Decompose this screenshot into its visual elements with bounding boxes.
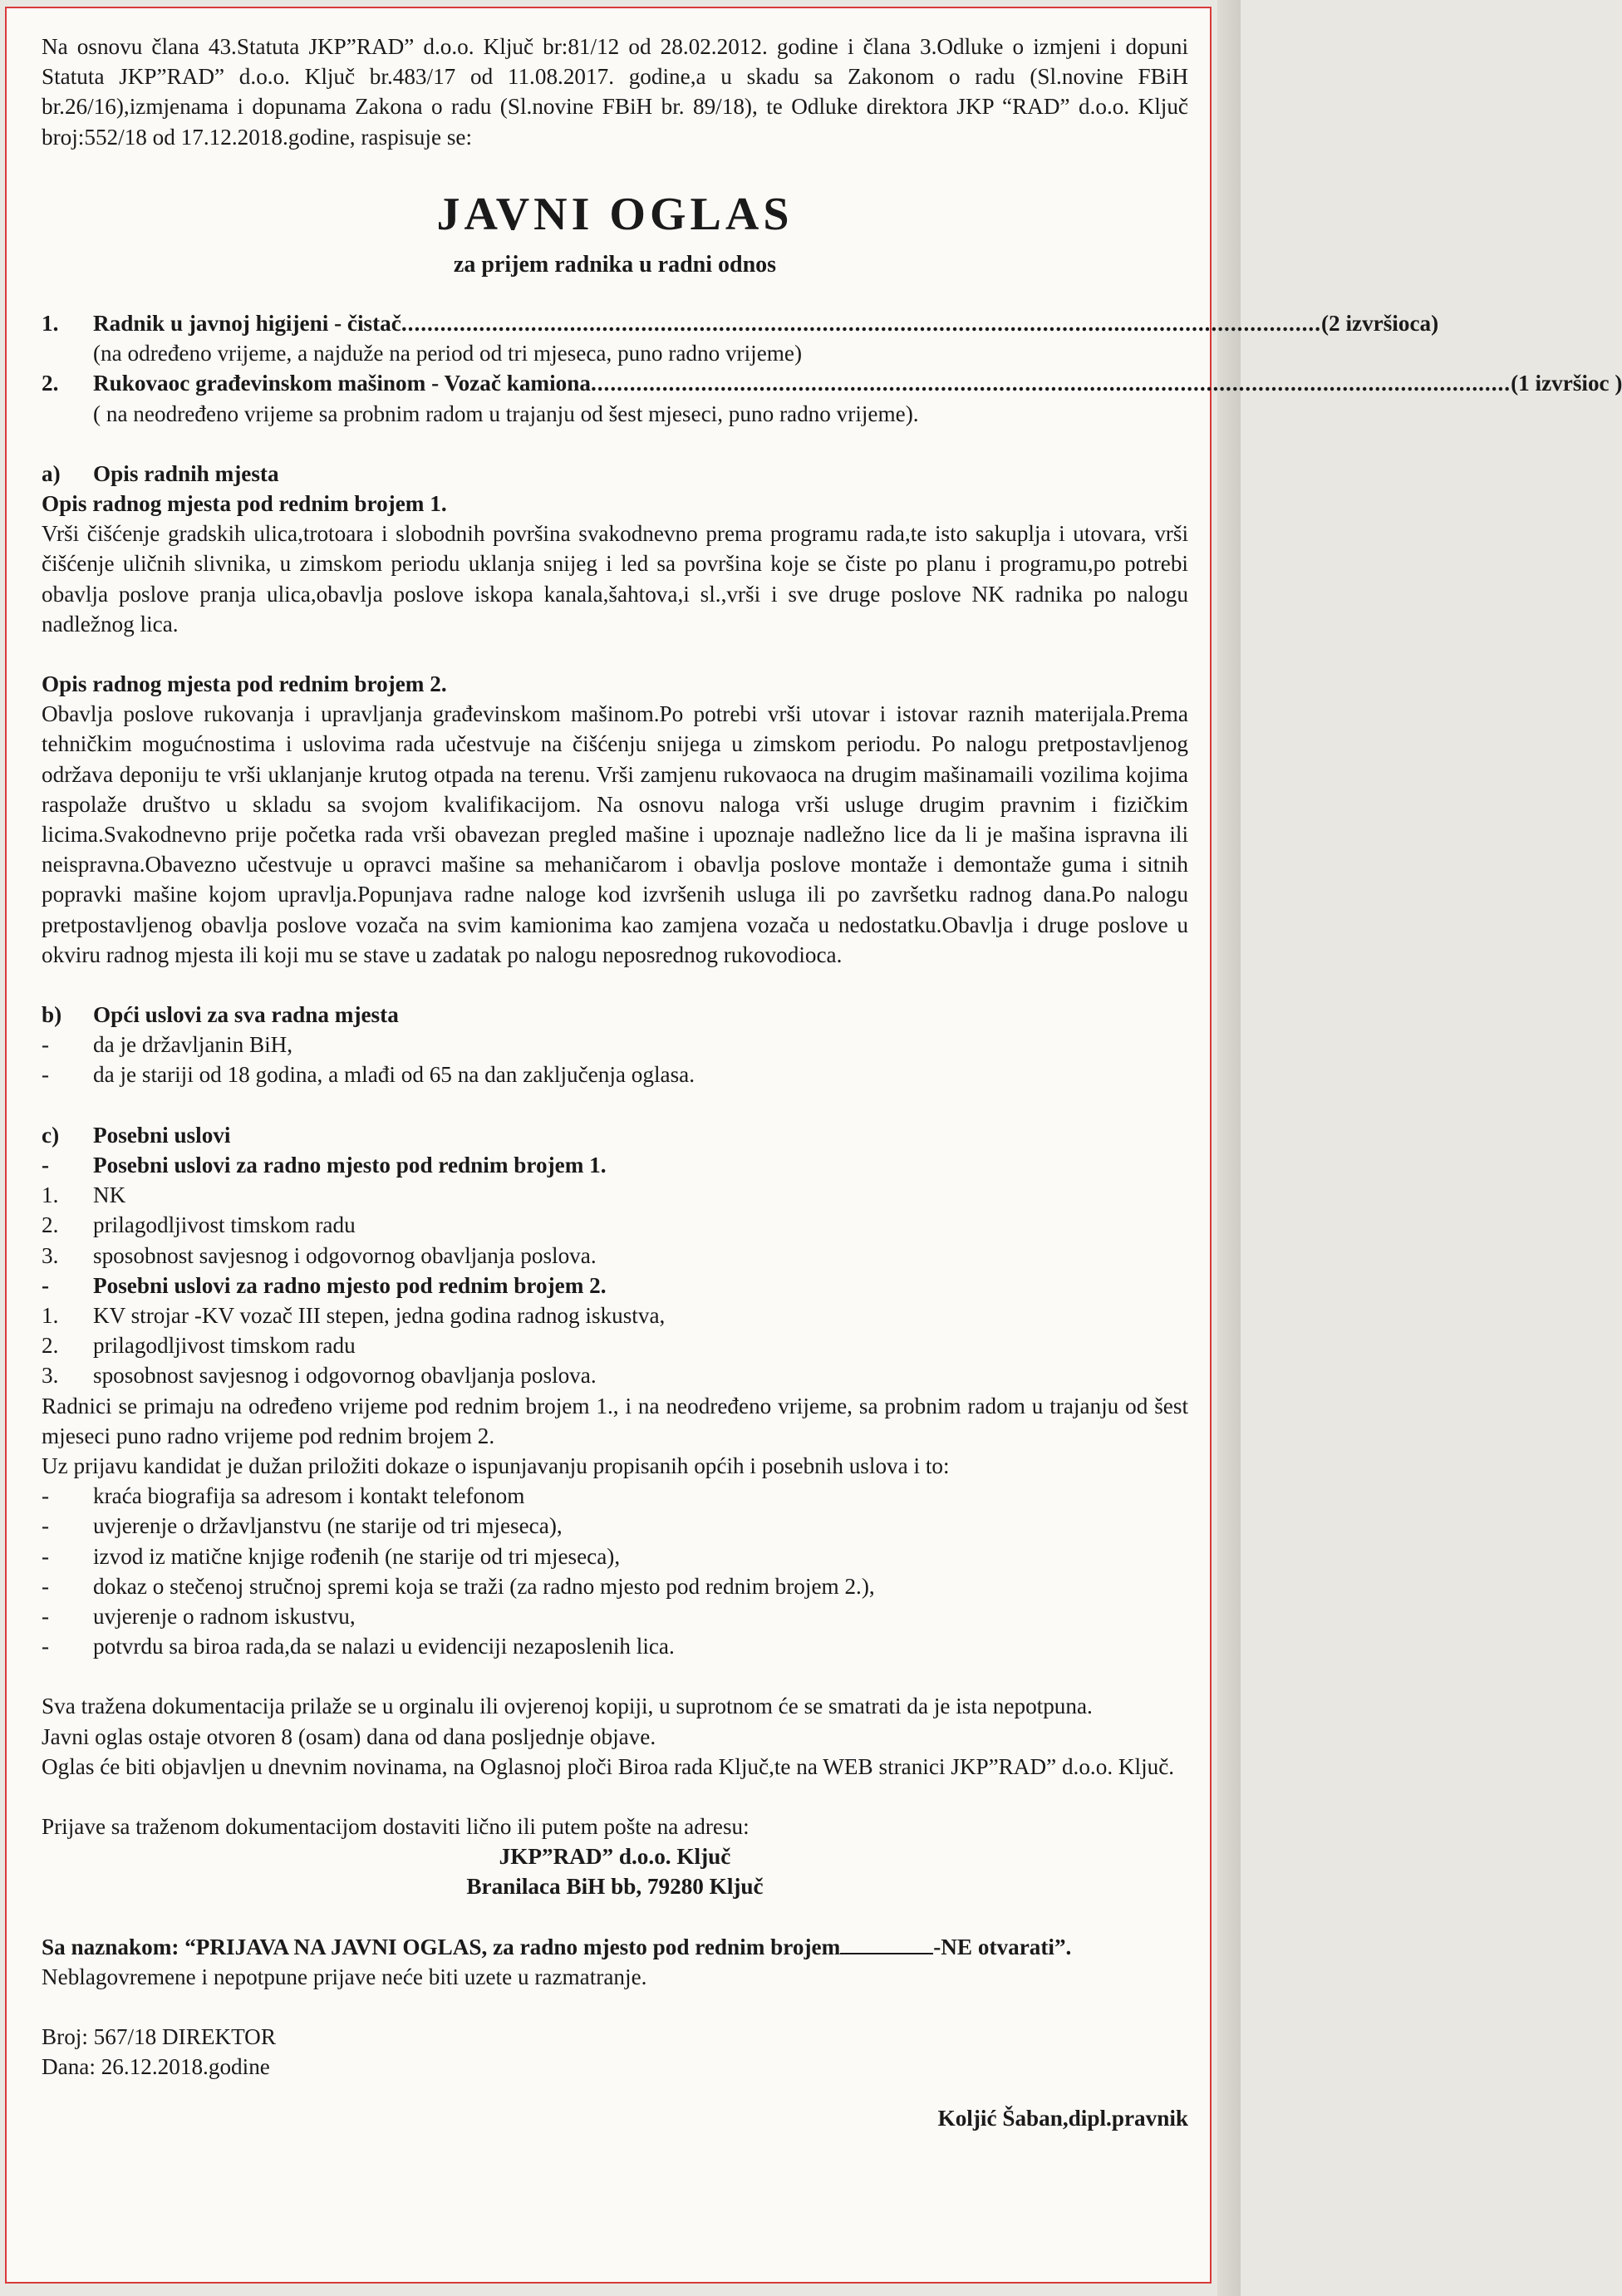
job1-description: Vrši čišćenje gradskih ulica,trotoara i slobodnih površina svakodnevno prema programu rada,te isto sakuplja i utovara, vrši čišćenje uličnih slivnika, u zimskom periodu uklanja snijeg i led sa površina koje se čiste po planu i programu,po potrebi obavlja poslove pranja ulica,obavlja poslove iskopa kanala,šahtova,i sl.,vrši i sve druge poslove NK radnika po nalogu nadležnog lica.	[42, 521, 1188, 637]
position-dots: ..............................................................................................................................................	[401, 311, 1321, 337]
page-background-edge	[1217, 0, 1241, 2296]
notice-subtitle: za prijem radnika u radni odnos	[453, 251, 777, 278]
section-title: Opći uslovi za sva radna mjesta	[93, 1002, 399, 1028]
list-item: - kraća biografija sa adresom i kontakt telefonom	[42, 1483, 525, 1509]
section-heading	[42, 1000, 1188, 1030]
section-title: Opis radnih mjesta	[93, 460, 279, 486]
group-heading: - Posebni uslovi za radno mjesto pod rednim brojem 1.	[42, 1152, 607, 1177]
late-applications-note: Neblagovremene i nepotpune prijave neće biti uzete u razmatranje.	[42, 1964, 647, 1989]
job2-heading: Opis radnog mjesta pod rednim brojem 2.	[42, 671, 447, 697]
employment-note: Radnici se primaju na određeno vrijeme pod rednim brojem 1., i na neodređeno vrijeme, sa probnim radom u trajanju od šest mjeseci puno radno vrijeme pod rednim brojem 2.	[42, 1393, 1188, 1448]
list-item: - da je stariji od 18 godina, a mlađi od 65 na dan zaključenja oglasa.	[42, 1062, 695, 1088]
section-label: a)	[42, 460, 61, 486]
envelope-marking: Sa naznakom: “PRIJAVA NA JAVNI OGLAS, za radno mjesto pod rednim brojem -NE otvarati”.	[42, 1934, 1072, 1959]
position-name: Rukovaoc građevinskom mašinom - Vozač kamiona	[93, 371, 591, 396]
documentation-note: Sva tražena dokumentacija prilaže se u orginalu ili ovjerenoj kopiji, u suprotnom će se smatrati da je ista nepotpuna.	[42, 1694, 1093, 1719]
position-name: Radnik u javnoj higijeni - čistač	[93, 311, 401, 337]
section-heading	[42, 1120, 1188, 1150]
section-heading	[42, 459, 1188, 489]
intro-paragraph: Na osnovu člana 43.Statuta JKP”RAD” d.o.o. Ključ br:81/12 od 28.02.2012. godine i člana 3.Odluke o izmjeni i dopuni Statuta JKP”RAD” d.o.o. Ključ br.483/17 od 11.08.2017. godine,a u skadu sa Zakonom o radu (Sl.novine FBiH br.26/16),izmjenama i dopunama Zakona o radu (Sl.novine FBiH br. 89/18), te Odluke direktora JKP “RAD” d.o.o. Ključ broj:552/18 od 17.12.2018.godine, raspisuje se:	[42, 34, 1188, 150]
section-job-descriptions	[42, 459, 1188, 970]
list-item: - uvjerenje o državljanstvu (ne starije od tri mjeseca),	[42, 1513, 563, 1539]
section-title: Posebni uslovi	[93, 1122, 231, 1148]
open-period-note: Javni oglas ostaje otvoren 8 (osam) dana od dana posljednje objave.	[42, 1723, 656, 1749]
document-body	[42, 32, 1622, 2134]
list-item: - da je državljanin BiH,	[42, 1032, 293, 1058]
job1-heading: Opis radnog mjesta pod rednim brojem 1.	[42, 491, 447, 517]
section-label: b)	[42, 1002, 62, 1028]
public-notice-document	[5, 7, 1622, 2284]
notice-title: JAVNI OGLAS	[436, 188, 794, 240]
blank-line	[840, 1935, 933, 1954]
position-number: 2.	[42, 371, 59, 396]
list-item: 3. sposobnost savjesnog i odgovornog obavljanja poslova.	[42, 1363, 597, 1389]
job2-description: Obavlja poslove rukovanja i upravljanja građevinskom mašinom.Po potrebi vrši utovar i istovar raznih materijala.Prema tehničkim mogućnostima i uslovima rada učestvuje na čišćenju snijega u zimskom periodu. Po nalogu pretpostavljenog održava deponiju te vrši uklanjanje krutog otpada na terenu. Vrši zamjenu rukovaoca na drugim mašinamaili vozilima kojima raspolaže društvo u skladu sa svojom kvalifikacijom. Na osnovu naloga vrši usluge drugim pravnim i fizičkim licima.Svakodnevno prije početka rada vrši obavezan pregled mašine i upoznaje nadležno lice da li je mašina ispravna ili neispravna.Obavezno učestvuje u opravci mašine sa mehaničarom i obavlja poslove montaže i demontaže guma i sitnih popravki mašine kojom upravlja.Popunjava radne naloge kod izvršenih usluga ili po završetku radnog dana.Po nalogu pretpostavljenog obavlja poslove vozača na svim kamionima kao zamjena vozača u nedostatku.Obavlja i druge poslove u okviru radnog mjesta ili koji mu se stave u zadatak po nalogu neposrednog rukovodioca.	[42, 701, 1188, 967]
list-item: - uvjerenje o radnom iskustvu,	[42, 1603, 356, 1629]
position-list	[42, 308, 1622, 429]
list-item: 1. KV strojar -KV vozač III stepen, jedna godina radnog iskustva,	[42, 1302, 666, 1328]
group-heading: - Posebni uslovi za radno mjesto pod rednim brojem 2.	[42, 1272, 607, 1298]
position-item	[42, 308, 1439, 338]
reference-number: Broj: 567/18 DIREKTOR	[42, 2023, 276, 2049]
section-label: c)	[42, 1122, 60, 1148]
section-general-conditions	[42, 1000, 1188, 1090]
director-signature: Koljić Šaban,dipl.pravnik	[937, 2106, 1188, 2131]
position-dots: ..............................................................................................................................................	[590, 371, 1511, 396]
list-item: 3. sposobnost savjesnog i odgovornog obavljanja poslova.	[42, 1242, 597, 1268]
position-note: ( na neodređeno vrijeme sa probnim radom u trajanju od šest mjeseci, puno radno vrijeme).	[93, 401, 919, 426]
position-note: (na određeno vrijeme, a najduže na period od tri mjeseca, puno radno vrijeme)	[93, 341, 803, 366]
list-item: 2. prilagodljivost timskom radu	[42, 1212, 356, 1238]
list-item: 2. prilagodljivost timskom radu	[42, 1333, 356, 1359]
documents-intro: Uz prijavu kandidat je dužan priložiti dokaze o ispunjavanju propisanih općih i posebnih uslova i to:	[42, 1453, 950, 1478]
position-quantity: (1 izvršioc )	[1511, 371, 1622, 396]
closing-section	[42, 1691, 1188, 2133]
list-item: - dokaz o stečenoj stručnoj spremi koja se traži (za radno mjesto pod rednim brojem 2.),	[42, 1573, 875, 1599]
address-company: JKP”RAD” d.o.o. Ključ	[499, 1844, 731, 1870]
position-quantity: (2 izvršioca)	[1321, 311, 1439, 337]
list-item: - izvod iz matične knjige rođenih (ne starije od tri mjeseca),	[42, 1543, 621, 1569]
position-number: 1.	[42, 311, 59, 337]
address-street: Branilaca BiH bb, 79280 Ključ	[466, 1874, 764, 1900]
publication-note: Oglas će biti objavljen u dnevnim novinama, na Oglasnoj ploči Biroa rada Ključ,te na WEB stranici JKP”RAD” d.o.o. Ključ.	[42, 1753, 1175, 1779]
position-item	[42, 368, 1622, 398]
issue-date: Dana: 26.12.2018.godine	[42, 2054, 270, 2080]
section-special-conditions	[42, 1120, 1188, 1662]
list-item: - potvrdu sa biroa rada,da se nalazi u evidenciji nezaposlenih lica.	[42, 1634, 675, 1659]
submission-note: Prijave sa traženom dokumentacijom dostaviti lično ili putem pošte na adresu:	[42, 1813, 750, 1839]
list-item: 1. NK	[42, 1182, 126, 1208]
